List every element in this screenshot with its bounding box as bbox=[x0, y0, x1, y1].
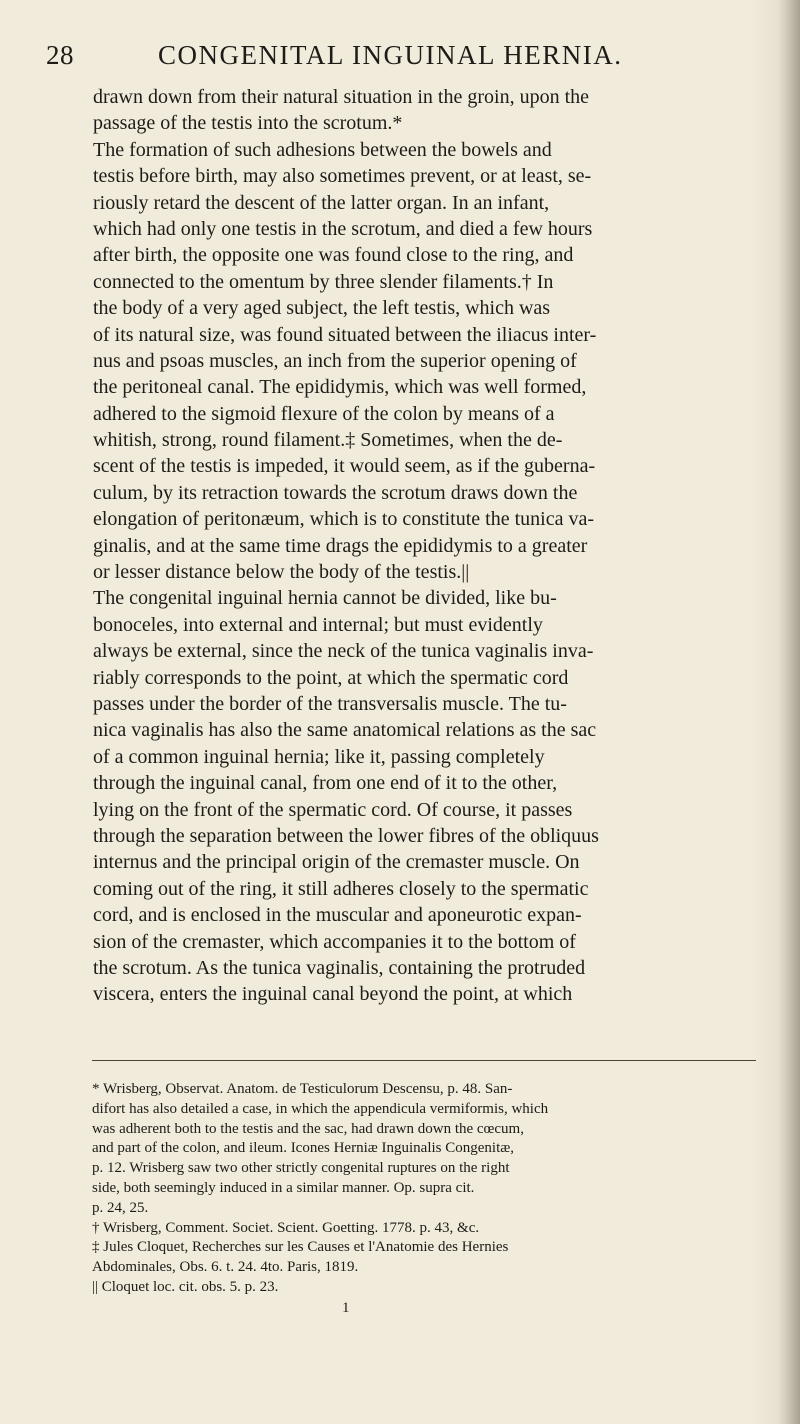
footnote-line: and part of the colon, and ileum. Icones Herniæ Inguinalis Congenitæ, bbox=[92, 1140, 514, 1157]
body-line: nus and psoas muscles, an inch from the superior opening of bbox=[93, 349, 577, 372]
footnote-line: difort has also detailed a case, in which the appendicula vermiformis, which bbox=[92, 1100, 549, 1117]
body-line: passes under the border of the transversalis muscle. The tu- bbox=[93, 692, 567, 715]
body-line: after birth, the opposite one was found close to the ring, and bbox=[93, 244, 574, 267]
body-line: The congenital inguinal hernia cannot be divided, like bu- bbox=[93, 587, 557, 610]
body-line: the peritoneal canal. The epididymis, which was well formed, bbox=[93, 376, 587, 399]
body-line: of a common inguinal hernia; like it, passing completely bbox=[93, 745, 545, 768]
body-line: the body of a very aged subject, the left testis, which was bbox=[93, 297, 551, 320]
body-line: bonoceles, into external and internal; but must evidently bbox=[93, 613, 543, 636]
body-line: through the inguinal canal, from one end of it to the other, bbox=[93, 772, 558, 795]
running-title: CONGENITAL INGUINAL HERNIA. bbox=[158, 40, 623, 70]
page-edge-shadow bbox=[778, 0, 800, 1424]
footnote-line: side, both seemingly induced in a similar manner. Op. supra cit. bbox=[92, 1179, 475, 1196]
body-line: scent of the testis is impeded, it would seem, as if the guberna- bbox=[93, 455, 596, 478]
body-text bbox=[93, 84, 756, 1008]
footnote-line: p. 12. Wrisberg saw two other strictly congenital ruptures on the right bbox=[92, 1160, 510, 1177]
body-line: the scrotum. As the tunica vaginalis, containing the protruded bbox=[93, 956, 586, 979]
body-line: testis before birth, may also sometimes prevent, or at least, se- bbox=[93, 165, 592, 188]
signature-mark: 1 bbox=[342, 1299, 350, 1316]
footnote-line: Abdominales, Obs. 6. t. 24. 4to. Paris, 1819. bbox=[92, 1259, 359, 1276]
body-line: cord, and is enclosed in the muscular and aponeurotic expan- bbox=[93, 904, 582, 927]
footnote-line: * Wrisberg, Observat. Anatom. de Testiculorum Descensu, p. 48. San- bbox=[92, 1081, 513, 1097]
footnote-line: † Wrisberg, Comment. Societ. Scient. Goetting. 1778. p. 43, &c. bbox=[92, 1219, 480, 1236]
body-line: culum, by its retraction towards the scrotum draws down the bbox=[93, 481, 578, 504]
footnote-line: || Cloquet loc. cit. obs. 5. p. 23. bbox=[92, 1278, 279, 1295]
body-line: of its natural size, was found situated between the iliacus inter- bbox=[93, 323, 597, 346]
footnote-line: was adherent both to the testis and the sac, had drawn down the cœcum, bbox=[92, 1120, 524, 1137]
body-line: lying on the front of the spermatic cord. Of course, it passes bbox=[93, 798, 573, 821]
body-line: or lesser distance below the body of the testis.|| bbox=[93, 561, 470, 584]
body-line: coming out of the ring, it still adheres closely to the spermatic bbox=[93, 877, 589, 900]
footnote-line: ‡ Jules Cloquet, Recherches sur les Causes et l'Anatomie des Hernies bbox=[92, 1239, 509, 1256]
body-line: passage of the testis into the scrotum.* bbox=[93, 112, 403, 135]
body-line: elongation of peritonæum, which is to constitute the tunica va- bbox=[93, 508, 595, 531]
page-number: 28 bbox=[46, 40, 74, 70]
body-line: drawn down from their natural situation in the groin, upon the bbox=[93, 86, 590, 108]
body-line: sion of the cremaster, which accompanies it to the bottom of bbox=[93, 930, 576, 953]
body-line: riously retard the descent of the latter organ. In an infant, bbox=[93, 191, 550, 214]
footnotes bbox=[92, 1080, 756, 1318]
body-line: which had only one testis in the scrotum, and died a few hours bbox=[93, 217, 593, 240]
body-line: through the separation between the lower fibres of the obliquus bbox=[93, 824, 599, 847]
body-line: riably corresponds to the point, at which the spermatic cord bbox=[93, 666, 569, 689]
body-line: viscera, enters the inguinal canal beyond the point, at which bbox=[93, 983, 573, 1006]
page-header bbox=[46, 40, 756, 84]
footnote-rule bbox=[92, 1060, 756, 1061]
body-line: The formation of such adhesions between the bowels and bbox=[93, 138, 552, 161]
body-line: internus and the principal origin of the cremaster muscle. On bbox=[93, 851, 580, 874]
body-line: whitish, strong, round filament.‡ Sometimes, when the de- bbox=[93, 429, 563, 452]
footnote-line: p. 24, 25. bbox=[92, 1199, 149, 1216]
body-line: always be external, since the neck of the tunica vaginalis inva- bbox=[93, 640, 594, 663]
body-line: ginalis, and at the same time drags the epididymis to a greater bbox=[93, 534, 588, 557]
body-line: adhered to the sigmoid flexure of the colon by means of a bbox=[93, 402, 555, 425]
body-line: nica vaginalis has also the same anatomical relations as the sac bbox=[93, 719, 597, 742]
body-line: connected to the omentum by three slender filaments.† In bbox=[93, 270, 554, 293]
